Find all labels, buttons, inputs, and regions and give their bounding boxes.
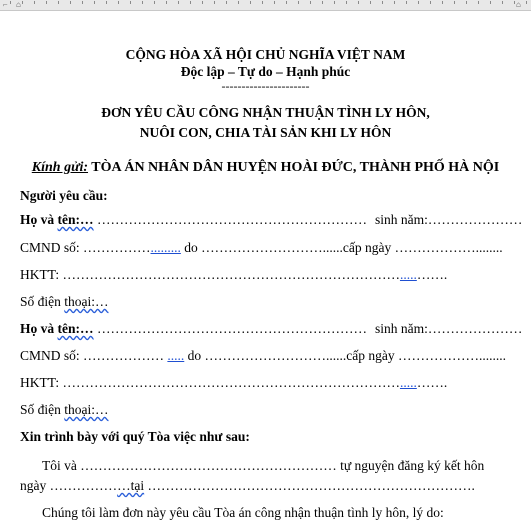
motto-divider: ---------------------- — [221, 79, 310, 93]
ruler-tick — [310, 1, 311, 4]
recipient-value: TÒA ÁN NHÂN DÂN HUYỆN HOÀI ĐỨC, THÀNH PHỐ HÀ NỘI — [88, 160, 500, 175]
document-page[interactable] — [0, 10, 531, 531]
ruler-tick — [406, 1, 407, 4]
indent-marker[interactable]: ⌂ — [16, 0, 21, 9]
ruler-tick — [190, 1, 191, 4]
person1-dob-field[interactable]: sinh năm:………………… — [375, 212, 523, 227]
ruler-tick — [466, 1, 467, 4]
ruler-tick — [514, 1, 515, 4]
person1-name-field[interactable]: …………………………………………………… — [97, 212, 367, 227]
ruler-tick — [478, 1, 479, 4]
person2-dob-field[interactable]: sinh năm:………………… — [375, 321, 523, 336]
ruler-tick — [418, 1, 419, 4]
ruler-tick — [34, 1, 35, 4]
ruler-tick — [82, 1, 83, 4]
ruler-tick — [262, 1, 263, 4]
ruler-tick — [346, 1, 347, 4]
ruler-tick — [502, 1, 503, 4]
ruler-tick — [46, 1, 47, 4]
document-title-line1: ĐƠN YÊU CẦU CÔNG NHẬN THUẬN TÌNH LY HÔN, — [101, 105, 430, 120]
ruler-tick — [130, 1, 131, 4]
marriage-paragraph-line2: ngày ………………tại ………………………………………………………………. — [20, 478, 475, 493]
ruler-tick — [490, 1, 491, 4]
ruler-tick — [202, 1, 203, 4]
right-indent-marker[interactable]: ⌂ — [516, 0, 521, 9]
ruler-tick — [394, 1, 395, 4]
ruler-tick — [358, 1, 359, 4]
ruler-tick — [430, 1, 431, 4]
ruler-tick — [226, 1, 227, 4]
ruler-tick — [442, 1, 443, 4]
person2-name-field[interactable]: …………………………………………………… — [97, 321, 367, 336]
motto: Độc lập – Tự do – Hạnh phúc — [180, 64, 351, 79]
person1-phone-field[interactable]: Số điện thoại:… — [20, 294, 109, 309]
request-paragraph: Chúng tôi làm đơn này yêu cầu Tòa án công nhận thuận tình ly hôn, lý do: — [42, 505, 444, 520]
ruler-tick — [10, 1, 11, 4]
ruler-tick — [22, 1, 23, 4]
ruler-tick — [250, 1, 251, 4]
person2-phone-field[interactable]: Số điện thoại:… — [20, 402, 109, 417]
statement-heading: Xin trình bày với quý Tòa việc như sau: — [20, 429, 250, 444]
ruler-tick — [238, 1, 239, 4]
ruler-tick — [274, 1, 275, 4]
recipient-label: Kính gửi: — [31, 160, 89, 175]
ruler-tick — [166, 1, 167, 4]
ruler-tick — [334, 1, 335, 4]
ruler-tick — [526, 1, 527, 4]
ruler-tick — [382, 1, 383, 4]
ruler-tick — [142, 1, 143, 4]
person2-name-label: Họ và tên:… — [20, 321, 94, 336]
document-title-line2: NUÔI CON, CHIA TÀI SẢN KHI LY HÔN — [139, 125, 392, 140]
ruler-tick — [214, 1, 215, 4]
ruler-tick — [178, 1, 179, 4]
ruler-tick — [286, 1, 287, 4]
person1-id-field[interactable]: CMND số: ……………......... do ………………………......cấp ngày ………………........ — [20, 240, 503, 255]
ruler-tick — [94, 1, 95, 4]
ruler-tick — [298, 1, 299, 4]
person1-name-label: Họ và tên:… — [20, 212, 94, 227]
ruler-tick — [106, 1, 107, 4]
ruler-tick — [58, 1, 59, 4]
marriage-paragraph-line1: Tôi và ………………………………………………… tự nguyện đăng ký kết hôn — [42, 458, 485, 473]
tab-stop-marker[interactable]: ⌐ — [3, 0, 8, 9]
ruler-tick — [322, 1, 323, 4]
requester-heading: Người yêu cầu: — [20, 188, 108, 203]
recipient — [0, 159, 531, 176]
nation-heading: CỘNG HÒA XÃ HỘI CHỦ NGHĨA VIỆT NAM — [125, 47, 406, 62]
person2-residence-field[interactable]: HKTT: ………………………………………………………………….....……. — [20, 375, 448, 390]
person1-residence-field[interactable]: HKTT: ………………………………………………………………….....……. — [20, 267, 448, 282]
ruler-tick — [370, 1, 371, 4]
ruler-tick — [118, 1, 119, 4]
ruler-tick — [454, 1, 455, 4]
person2-id-field[interactable]: CMND số: ……………… ..... do ………………………......cấp ngày ………………........ — [20, 348, 506, 363]
ruler-tick — [70, 1, 71, 4]
ruler-tick — [154, 1, 155, 4]
